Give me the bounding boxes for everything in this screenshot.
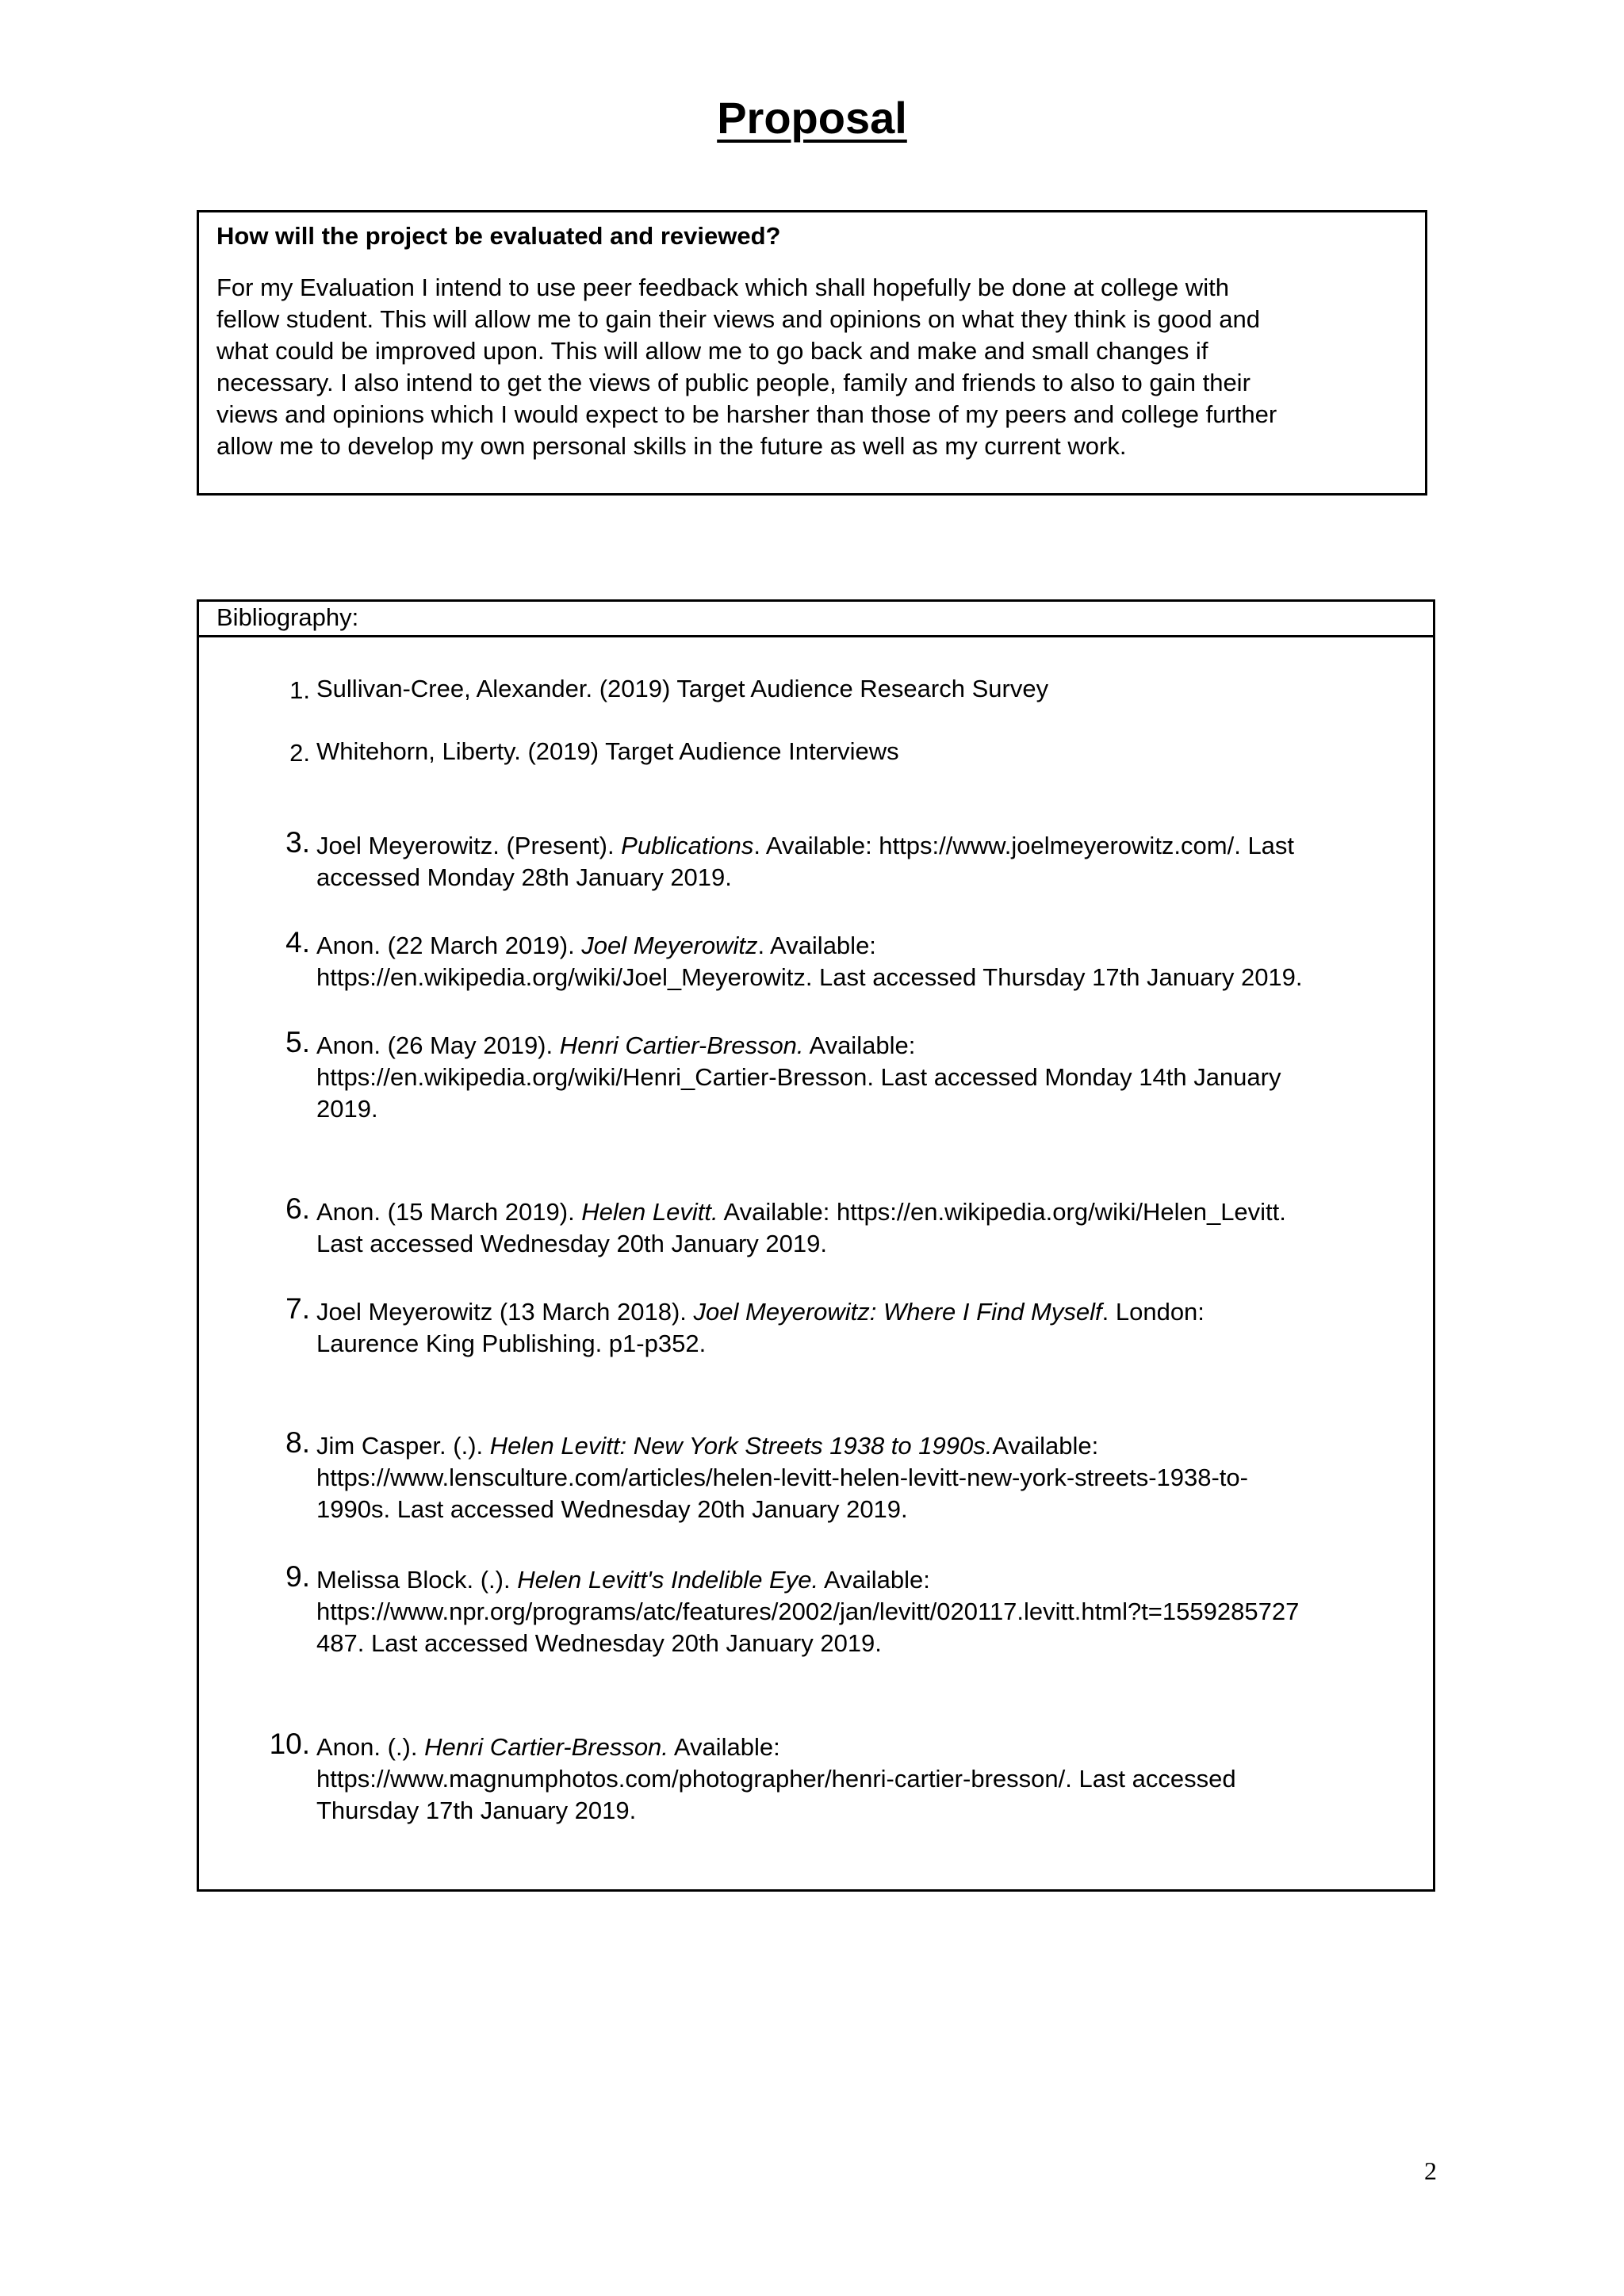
entry-line: Available: <box>992 1432 1099 1460</box>
entry-line: Joel Meyerowitz (13 March 2018). <box>316 1298 694 1326</box>
entry-line: . Available: <box>757 932 876 959</box>
entry-line: Available: https://en.wikipedia.org/wiki/Helen_Levitt. <box>718 1198 1286 1226</box>
entry-text <box>316 1732 1412 1827</box>
entry-line: Jim Casper. (.). <box>316 1432 490 1460</box>
entry-text <box>316 1196 1412 1260</box>
entry-text <box>316 1564 1412 1659</box>
evaluation-line: what could be improved upon. This will allow me to go back and make and small changes if <box>216 337 1208 365</box>
bibliography-entry-10 <box>262 1728 1412 1827</box>
evaluation-line: fellow student. This will allow me to gain their views and opinions on what they think is good and <box>216 305 1260 333</box>
entry-line: Joel Meyerowitz. (Present). <box>316 832 622 859</box>
bibliography-header: Bibliography: <box>199 602 1433 637</box>
bibliography-entry-9 <box>262 1560 1412 1659</box>
entry-line: Anon. (26 May 2019). <box>316 1031 560 1059</box>
entry-title: Joel Meyerowitz <box>581 932 758 959</box>
entry-line: Available: <box>803 1031 916 1059</box>
entry-text <box>316 673 1412 705</box>
entry-line: . Available: https://www.joelmeyerowitz.com/. Last <box>753 832 1295 859</box>
entry-number: 6. <box>285 1192 310 1225</box>
page-title: Proposal <box>717 93 907 143</box>
entry-number: 2. <box>289 739 310 767</box>
entry-line: Available: <box>818 1566 930 1594</box>
entry-line: . London: <box>1101 1298 1205 1326</box>
evaluation-line: allow me to develop my own personal skills in the future as well as my current work. <box>216 432 1127 460</box>
entry-text <box>316 830 1412 894</box>
entry-number: 7. <box>285 1292 310 1325</box>
entry-title: Helen Levitt's Indelible Eye. <box>517 1566 819 1594</box>
evaluation-box <box>197 210 1427 496</box>
bibliography-entry-3 <box>262 826 1412 894</box>
entry-line: Anon. (22 March 2019). <box>316 932 582 959</box>
entry-line: 2019. <box>316 1095 378 1123</box>
entry-number: 8. <box>285 1426 310 1459</box>
entry-number: 10. <box>269 1728 310 1760</box>
entry-line: Whitehorn, Liberty. (2019) Target Audience Interviews <box>316 737 899 765</box>
entry-line: https://en.wikipedia.org/wiki/Henri_Cartier-Bresson. Last accessed Monday 14th January <box>316 1063 1281 1091</box>
entry-title: Publications <box>621 832 754 859</box>
evaluation-question: How will the project be evaluated and reviewed? <box>216 222 781 250</box>
entry-text <box>316 930 1412 993</box>
entry-line: Thursday 17th January 2019. <box>316 1797 637 1824</box>
entry-number: 4. <box>285 926 310 959</box>
entry-number: 9. <box>285 1560 310 1593</box>
entry-line: https://www.magnumphotos.com/photographer/henri-cartier-bresson/. Last accessed <box>316 1765 1236 1793</box>
entry-line: Sullivan-Cree, Alexander. (2019) Target Audience Research Survey <box>316 675 1049 702</box>
entry-line: accessed Monday 28th January 2019. <box>316 863 732 891</box>
entry-line: 487. Last accessed Wednesday 20th January 2019. <box>316 1629 882 1657</box>
evaluation-line: For my Evaluation I intend to use peer feedback which shall hopefully be done at college with <box>216 274 1229 301</box>
entry-text <box>316 1030 1412 1125</box>
entry-title: Joel Meyerowitz: Where I Find Myself <box>693 1298 1102 1326</box>
bibliography-entry-7 <box>262 1292 1412 1360</box>
entry-line: 1990s. Last accessed Wednesday 20th January 2019. <box>316 1495 908 1523</box>
entry-title: Henri Cartier-Bresson. <box>559 1031 804 1059</box>
entry-text <box>316 1430 1412 1525</box>
entry-text <box>316 1296 1412 1360</box>
entry-number: 3. <box>285 826 310 859</box>
entry-title: Helen Levitt: New York Streets 1938 to 1990s. <box>489 1432 993 1460</box>
page-number: 2 <box>1424 2156 1437 2185</box>
entry-line: Last accessed Wednesday 20th January 2019. <box>316 1230 827 1257</box>
evaluation-paragraph <box>216 272 1408 462</box>
evaluation-line: views and opinions which I would expect to be harsher than those of my peers and college further <box>216 400 1277 428</box>
entry-line: Laurence King Publishing. p1-p352. <box>316 1330 707 1357</box>
entry-line: Anon. (15 March 2019). <box>316 1198 582 1226</box>
bibliography-entry-1 <box>262 673 1412 705</box>
entry-number: 1. <box>289 676 310 704</box>
entry-line: Anon. (.). <box>316 1733 425 1761</box>
entry-title: Helen Levitt. <box>581 1198 718 1226</box>
entry-line: https://www.lensculture.com/articles/helen-levitt-helen-levitt-new-york-streets-1938-to- <box>316 1464 1248 1491</box>
bibliography-entry-2 <box>262 736 1412 767</box>
bibliography-entry-5 <box>262 1026 1412 1125</box>
entry-title: Henri Cartier-Bresson. <box>424 1733 668 1761</box>
entry-number: 5. <box>285 1026 310 1058</box>
entry-line: https://www.npr.org/programs/atc/features/2002/jan/levitt/020117.levitt.html?t=1559285727 <box>316 1598 1300 1625</box>
evaluation-line: necessary. I also intend to get the views of public people, family and friends to also to gain their <box>216 369 1251 396</box>
entry-line: Melissa Block. (.). <box>316 1566 518 1594</box>
entry-line: Available: <box>668 1733 780 1761</box>
bibliography-entry-4 <box>262 926 1412 993</box>
bibliography-entry-6 <box>262 1192 1412 1260</box>
bibliography-box <box>197 599 1435 1892</box>
bibliography-entry-8 <box>262 1426 1412 1525</box>
entry-line: https://en.wikipedia.org/wiki/Joel_Meyerowitz. Last accessed Thursday 17th January 2019. <box>316 963 1303 991</box>
entry-text <box>316 736 1412 767</box>
